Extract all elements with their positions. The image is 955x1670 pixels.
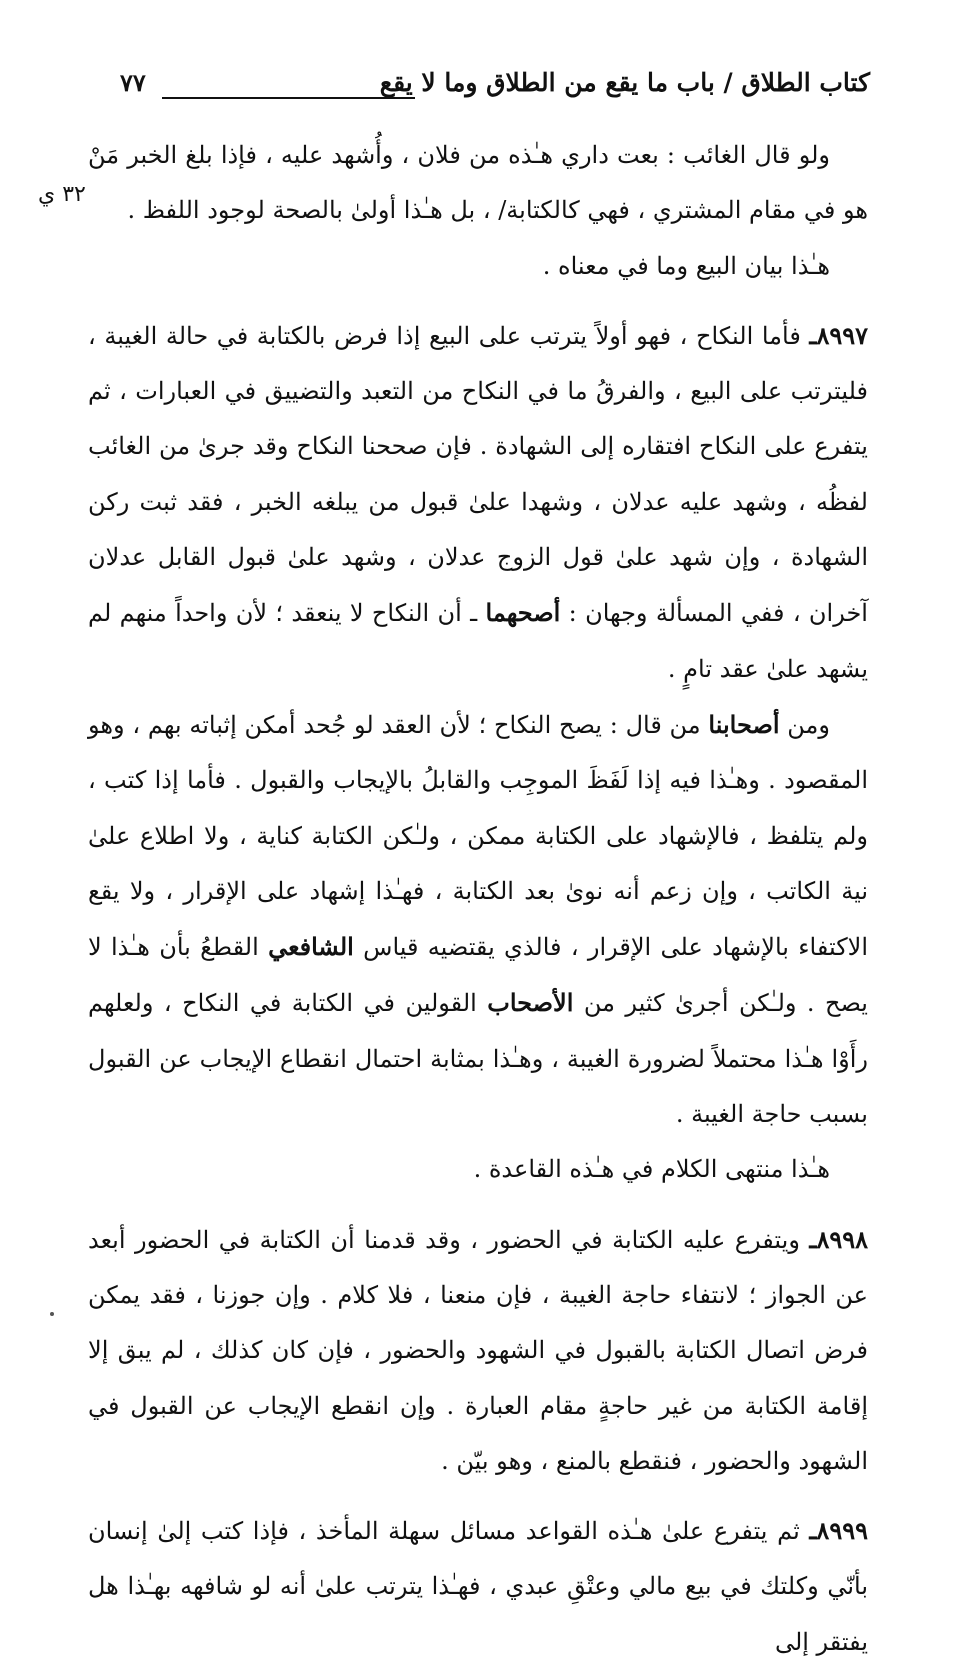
paragraph-8998: [88, 1212, 868, 1489]
bold-term: الأصحاب: [487, 988, 574, 1018]
paragraph-ashab: [88, 697, 868, 1142]
scan-mark: [50, 1312, 54, 1316]
paragraph-number: ٨٩٩٨ـ: [809, 1224, 868, 1254]
paragraph-text: ومن: [787, 710, 830, 739]
paragraph-text: ويتفرع عليه الكتابة في الحضور ، وقد قدمنا أن الكتابة في الحضور أبعد عن الجواز ؛ لانتفاء حاجة الغيبة ، فإن منعنا ، فلا كلام . وإن جوزنا ، فقد يمكن فرض اتصال الكتابة بالقبول في الشهود والحضور ، فإن كان كذلك ، لم يبق إلا إقامة الكتابة من غير حاجةٍ مقام العبارة . وإن انقطع الإيجاب عن القبول في الشهود والحضور ، فنقطع بالمنع ، وهو بيّن .: [88, 1225, 868, 1475]
margin-note: ٣٢ ي: [38, 182, 86, 207]
bold-term: أصحهما: [485, 598, 561, 628]
paragraph-text: القطعُ بأن هـٰذا لا يصح . ولـٰكن أجرىٰ كثير من: [88, 933, 868, 1018]
bold-term: أصحابنا: [708, 709, 780, 739]
paragraph-2: هـٰذا بيان البيع وما في معناه .: [542, 251, 830, 280]
paragraph-text: ـ أن النكاح لا ينعقد ؛ لأن واحداً منهم لم يشهد علىٰ عقد تامٍ .: [88, 599, 868, 683]
paragraph-1: ولو قال الغائب : بعت داري هـٰذه من فلان ، وأُشهد عليه ، فإذا بلغ الخبر مَنْ هو في مقام المشتري ، فهي كالكتابة/ ، بل هـٰذا أولىٰ بالصحة لوجود اللفظ .: [88, 141, 868, 225]
page-number: ٧٧: [120, 68, 146, 97]
paragraph-8999: [88, 1503, 868, 1670]
header-title: كتاب الطلاق / باب ما يقع من الطلاق وما لا يقع: [379, 68, 870, 97]
paragraph-text: من قال : يصح النكاح ؛ لأن العقد لو جُحد أمكن إثباته بهم ، وهو المقصود . وهـٰذا فيه إذا لَفَظَ الموجِب والقابلُ بالإيجاب والقبول . فأما إذا كتب ، ولم يتلفظ ، فالإشهاد على الكتابة ممكن ، ولـٰكن الكتابة كناية ، ولا اطلاع علىٰ نية الكاتب ، وإن زعم أنه نوىٰ بعد الكتابة ، فهـٰذا إشهاد على الإقرار ، ولا يقع الاكتفاء بالإشهاد على الإقرار ، فالذي يقتضيه قياس: [88, 710, 868, 962]
running-header: [120, 68, 870, 108]
paragraph-text: القولين في الكتابة في النكاح ، ولعلهم رأَوْا هـٰذا محتملاً لضرورة الغيبة ، وهـٰذا بمثابة احتمال انقطاع الإيجاب عن القبول بسبب حاجة الغيبة .: [88, 989, 868, 1129]
paragraph-text: فأما النكاح ، فهو أولاً يترتب على البيع إذا فرض بالكتابة في حالة الغيبة ، فليترتب على البيع ، والفرقُ ما في النكاح من التعبد والتضييق في العبارات ، ثم يتفرع على النكاح افتقاره إلى الشهادة . فإن صححنا النكاح وقد جرىٰ من الغائب لفظُه ، وشهد عليه عدلان ، وشهدا علىٰ قبول من يبلغه الخبر ، فقد ثبت ركن الشهادة ، وإن شهد علىٰ قول الزوج عدلان ، وشهد علىٰ قبول القابل عدلان آخران ، ففي المسألة وجهان :: [88, 321, 868, 628]
main-text: [88, 128, 868, 1670]
paragraph-text: ثم يتفرع علىٰ هـٰذه القواعد مسائل سهلة المأخذ ، فإذا كتب إلىٰ إنسان بأنّي وكلتك في بيع مالي وعتْقِ عبدي ، فهـٰذا يترتب علىٰ أنه لو شافهه بهـٰذا هل يفتقر إلى: [88, 1517, 868, 1656]
paragraph-conclusion: هـٰذا منتهى الكلام في هـٰذه القاعدة .: [473, 1155, 830, 1184]
paragraph-number: ٨٩٩٩ـ: [809, 1516, 868, 1546]
paragraph-8997: [88, 308, 868, 697]
paragraph-number: ٨٩٩٧ـ: [809, 320, 868, 350]
bold-term: الشافعي: [268, 932, 354, 962]
header-rule: [162, 97, 415, 99]
